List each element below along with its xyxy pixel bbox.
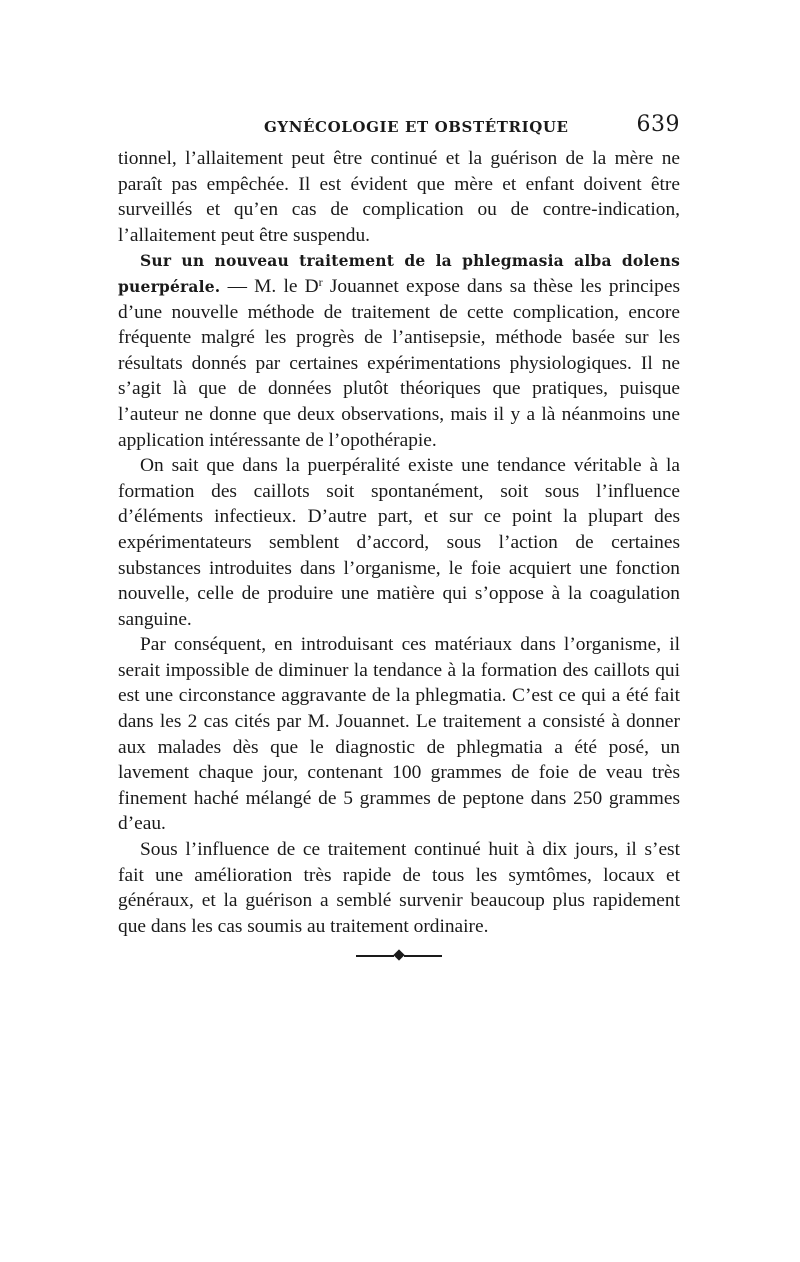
page-header — [118, 112, 680, 146]
paragraph-puerperalite: On sait que dans la puerpéralité existe une tendance véritable à la formation des caillots soit spontanément, soit sous l’influence d’éléments infectieux. D’autre part, et sur ce point la plupart des expérimentateurs semblent d’accord, sous l’action de certaines substances introduites dans l’organisme, le foie acquiert une fonction nouvelle, celle de produire une matière qui s’oppose à la coagulation sanguine. — [118, 455, 680, 630]
paragraph-continued: tionnel, l’allaitement peut être continué et la guérison de la mère ne paraît pas empêchée. Il est évident que mère et enfant doivent être surveillés et qu’en cas de complication ou de contre-indication, l’allaitement peut être suspendu. — [118, 148, 680, 246]
doctor-superscript: r — [318, 274, 323, 289]
paragraph-section-intro — [118, 248, 680, 453]
end-ornament — [356, 951, 442, 961]
book-page — [118, 112, 680, 961]
intro-text-rest: Jouannet expose dans sa thèse les principes d’une nouvelle méthode de traitement de cette complication, encore fréquente malgré les progrès de l’antisepsie, méthode basée sur les résultats donnés par certaines expérimentations physiologiques. Il ne s’agit là que de données plutôt théoriques que pratiques, puisque l’auteur ne donne que deux observations, mais il y a là néanmoins une application intéressante de l’opothérapie. — [118, 275, 680, 451]
paragraph-consequent: Par conséquent, en introduisant ces matériaux dans l’organisme, il serait impossible de diminuer la tendance à la formation des caillots qui est une circonstance aggravante de la phlegmatia. C’est ce qui a été fait dans les 2 cas cités par M. Jouannet. Le traitement a consisté à donner aux malades dès que le diagnostic de phlegmatia a été posé, un lavement chaque jour, contenant 100 grammes de foie de veau très finement haché mélangé de 5 grammes de peptone dans 250 grammes d’eau. — [118, 634, 680, 835]
page-number: 639 — [636, 112, 680, 137]
ornament-line-right — [404, 955, 442, 957]
ornament-line-left — [356, 955, 394, 957]
running-head: GYNÉCOLOGIE ET OBSTÉTRIQUE — [264, 118, 569, 136]
intro-text-start: — M. le D — [220, 275, 319, 297]
body-text — [118, 146, 680, 939]
ornament-diamond-icon — [393, 950, 404, 961]
section-heading: Sur un nouveau traitement de la phlegmasia alba dolens puerpérale. — [118, 251, 680, 296]
paragraph-conclusion: Sous l’influence de ce traitement continué huit à dix jours, il s’est fait une amélioration très rapide de tous les symtômes, locaux et généraux, et la guérison a semblé survenir beaucoup plus rapidement que dans les cas soumis au traitement ordinaire. — [118, 839, 680, 937]
